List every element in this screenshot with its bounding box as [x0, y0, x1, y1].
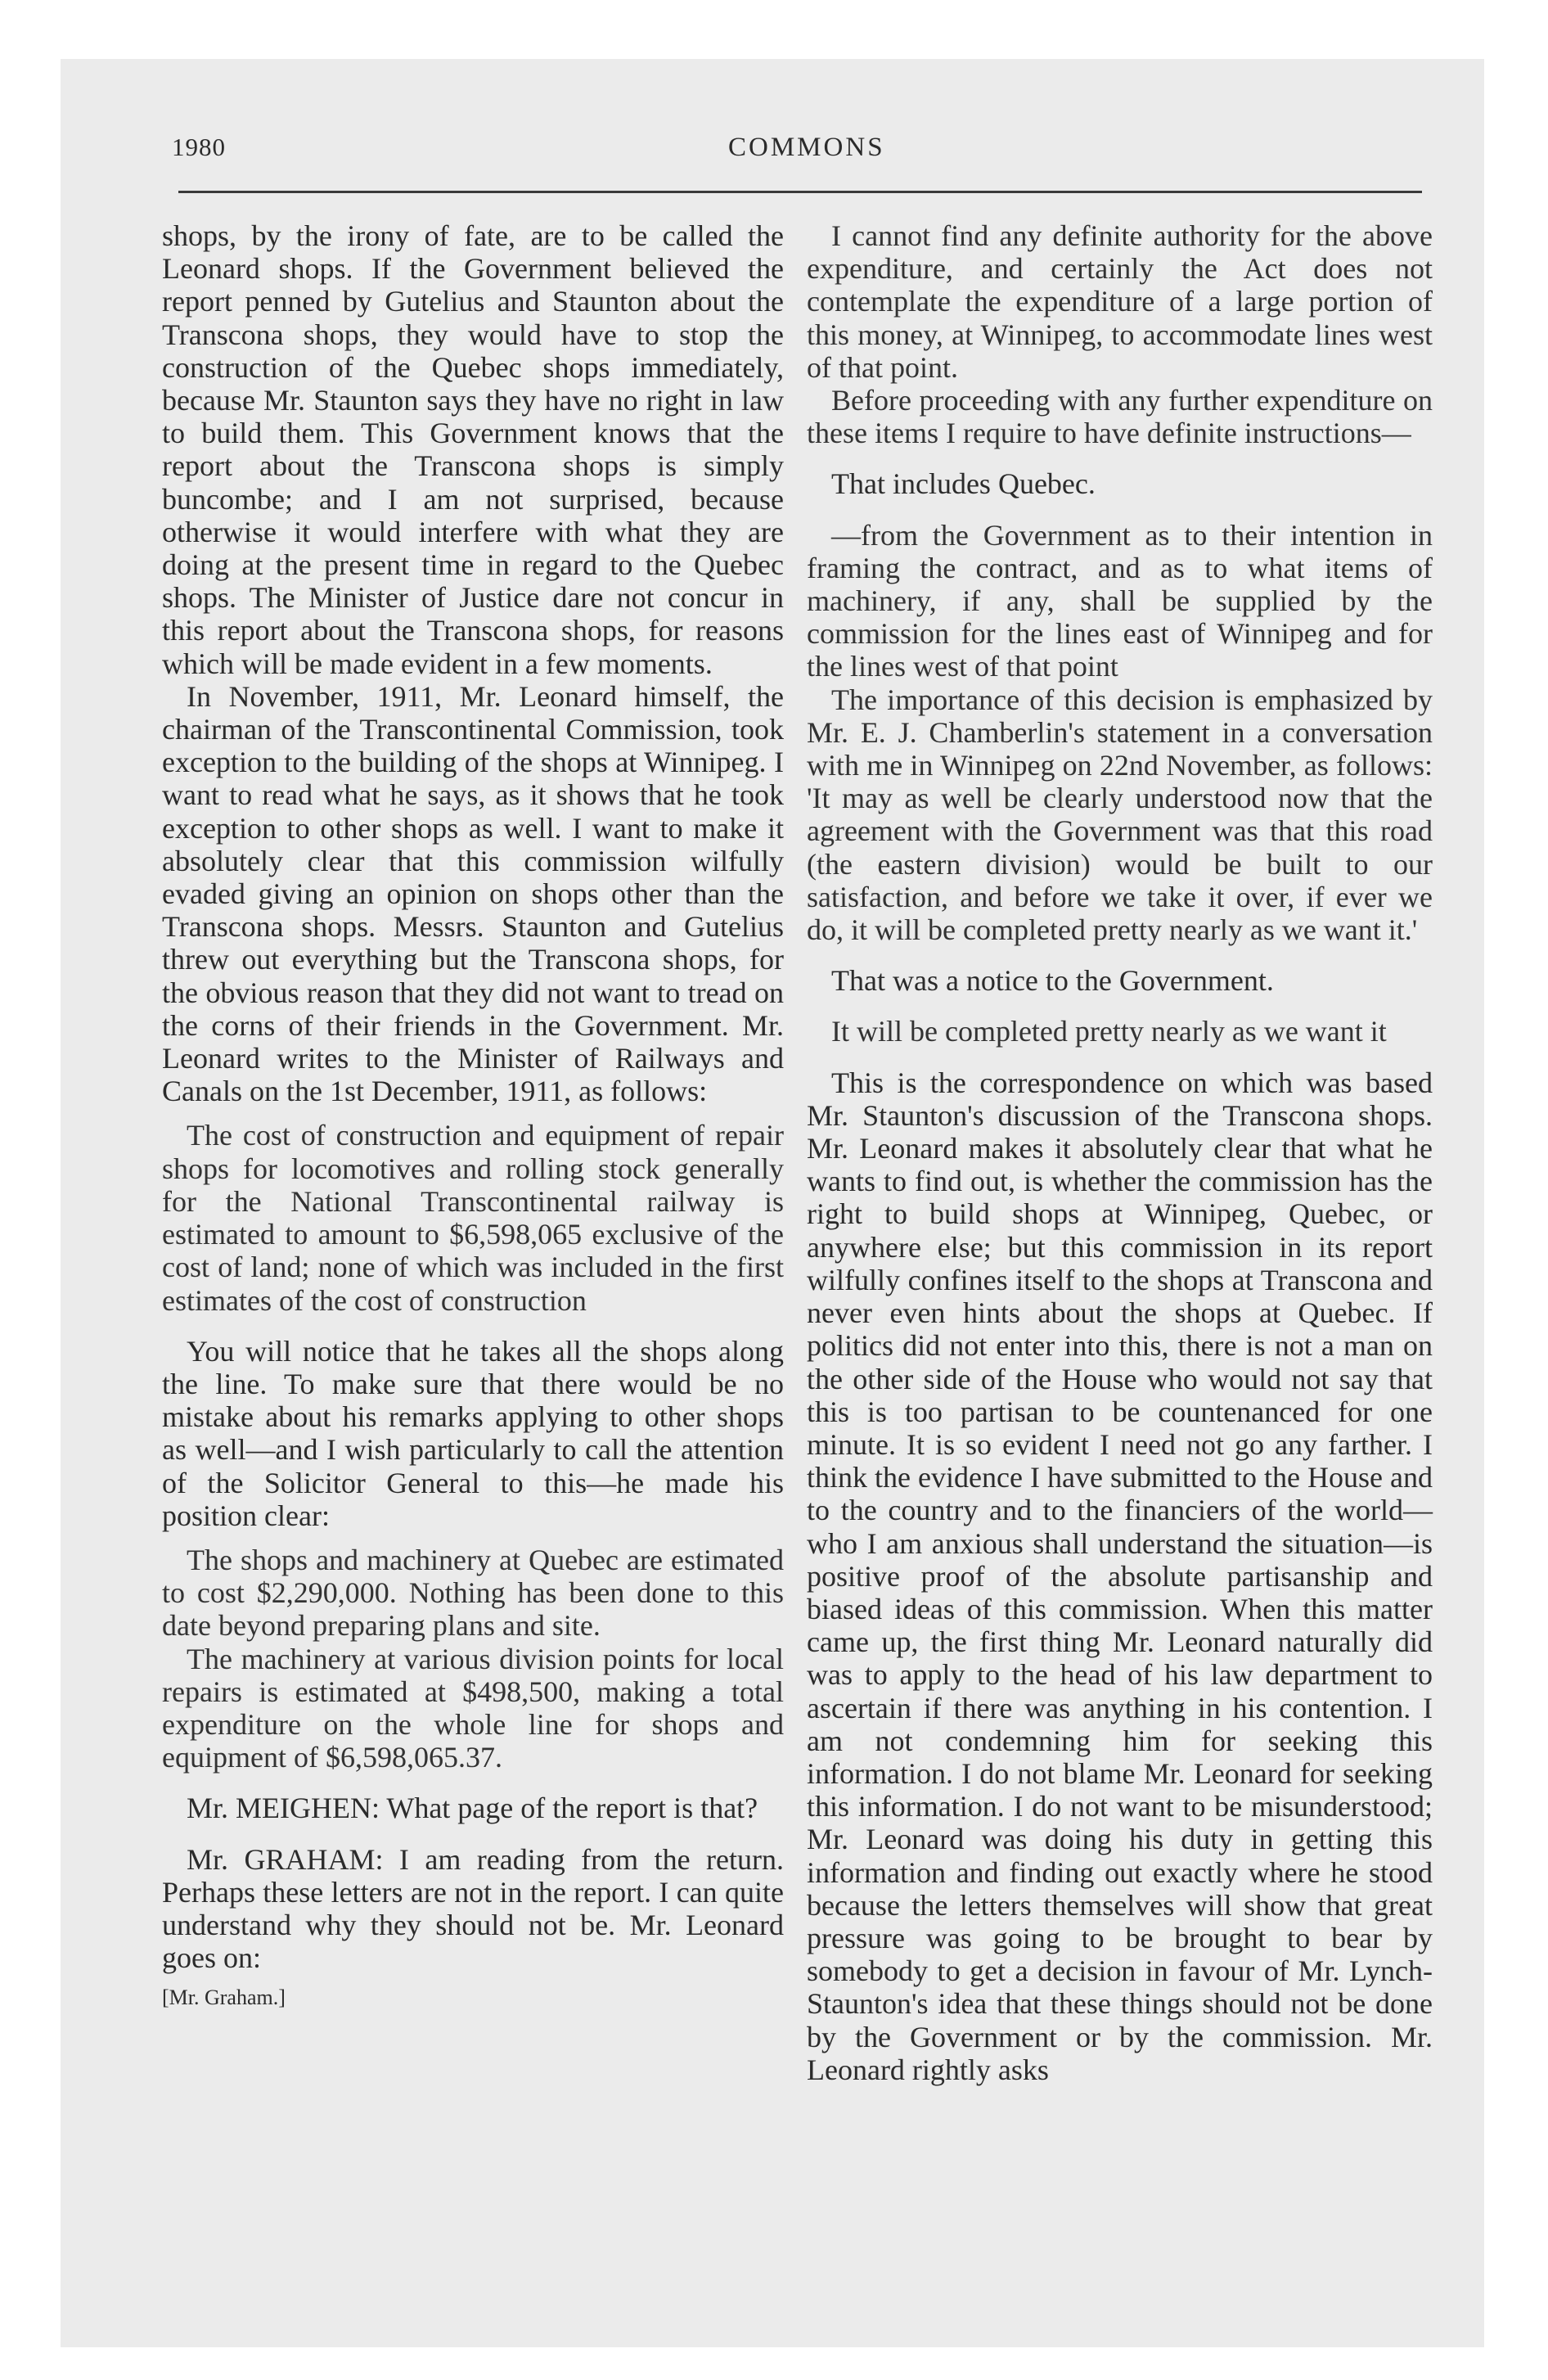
left-column [162, 219, 784, 2010]
running-header: COMMONS [728, 133, 885, 162]
quoted-letter: The importance of this decision is emphasized by Mr. E. J. Chamberlin's statement in a conversation with me in Winnipeg on 22nd November, as follows: 'It may as well be clearly understood now that the agreement with the Government was that this road (the eastern division) would be built to our satisfaction, and before we take it over, if ever we do, it will be completed pretty nearly as we want it.' [807, 683, 1433, 947]
speaker-paragraph: Mr. MEIGHEN: What page of the report is that? [187, 1792, 758, 1825]
quoted-letter: I cannot find any definite authority for the above expenditure, and certainly the Act does not contemplate the expenditure of a large portion of this money, at Winnipeg, to accommodate lines west of that point. [807, 219, 1433, 384]
quoted-letter: The cost of construction and equipment of repair shops for locomotives and rolling stock generally for the National Transcontinental railway is estimated to amount to $6,598,065 exclusive of the cost of land; none of which was included in the first estimates of the cost of construction [162, 1119, 784, 1317]
speaker-paragraph: Mr. GRAHAM: I am reading from the return. Perhaps these letters are not in the report. I can quite understand why they should not be. Mr. Leonard goes on: [162, 1842, 784, 1975]
paragraph: That includes Quebec. [831, 467, 1096, 501]
quoted-letter: Before proceeding with any further expenditure on these items I require to have definite instructions— [807, 384, 1433, 450]
quoted-letter: The machinery at various division points for local repairs is estimated at $498,500, making a total expenditure on the whole line for shops and equipment of $6,598,065.37. [162, 1642, 784, 1774]
paragraph: That was a notice to the Government. [831, 964, 1274, 998]
paragraph: shops, by the irony of fate, are to be called the Leonard shops. If the Government believed the report penned by Gutelius and Staunton about the Transcona shops, they would have to stop the construction of the Quebec shops immediately, because Mr. Staunton says they have no right in law to build them. This Government knows that the report about the Transcona shops is simply buncombe; and I am not surprised, because otherwise it would interfere with what they are doing at the present time in regard to the Quebec shops. The Minister of Justice dare not concur in this report about the Transcona shops, for reasons which will be made evident in a few moments. [162, 219, 784, 680]
paragraph: This is the correspondence on which was based Mr. Staunton's discussion of the Transcona shops. Mr. Leonard makes it absolutely clear that what he wants to find out, is whether the commission has the right to build shops at Winnipeg, Quebec, or anywhere else; but this commission in its report wilfully confines itself to the shops at Transcona and never even hints about the shops at Quebec. If politics did not enter into this, there is not a man on the other side of the House who would not say that this is too partisan to be countenanced for one minute. It is so evident I need not go any farther. I think the evidence I have submitted to the House and to the country and to the financiers of the world—who I am anxious shall understand the situation—is positive proof of the absolute partisanship and biased ideas of this commission. When this matter came up, the first thing Mr. Leonard naturally did was to apply to the head of his law department to ascertain if there was anything in his contention. I am not condemning him for seeking this information. I do not blame Mr. Leonard for seeking this information. I do not want to be misunderstood; Mr. Leonard was doing his duty in getting this information and finding out exactly where he stood because the letters themselves will show that great pressure was going to be brought to bear by somebody to get a decision in favour of Mr. Lynch-Staunton's idea that these things should not be done by the Government or by the commission. Mr. Leonard rightly asks [807, 1066, 1433, 2086]
paragraph: You will notice that he takes all the shops along the line. To make sure that there would be no mistake about his remarks applying to other shops as well—and I wish particularly to call the attention of the Solicitor General to this—he made his position clear: [162, 1334, 784, 1532]
quoted-letter: It will be completed pretty nearly as we want it [831, 1015, 1387, 1048]
header-rule [178, 191, 1422, 193]
page-number: 1980 [172, 133, 226, 161]
right-column [807, 219, 1433, 2086]
quoted-letter: The shops and machinery at Quebec are estimated to cost $2,290,000. Nothing has been done to this date beyond preparing plans and site. [162, 1543, 784, 1643]
paragraph: In November, 1911, Mr. Leonard himself, the chairman of the Transcontinental Commission, took exception to the building of the shops at Winnipeg. I want to read what he says, as it shows that he took exception to other shops as well. I want to make it absolutely clear that this commission wilfully evaded giving an opinion on shops other than the Transcona shops. Messrs. Staunton and Gutelius threw out everything but the Transcona shops, for the obvious reason that they did not want to tread on the corns of their friends in the Government. Mr. Leonard writes to the Minister of Railways and Canals on the 1st December, 1911, as follows: [162, 679, 784, 1108]
quoted-letter: —from the Government as to their intention in framing the contract, and as to what items of machinery, if any, shall be supplied by the commission for the lines east of Winnipeg and for the lines west of that point [807, 518, 1433, 683]
speaker-footer-tag: [Mr. Graham.] [162, 1986, 286, 2010]
